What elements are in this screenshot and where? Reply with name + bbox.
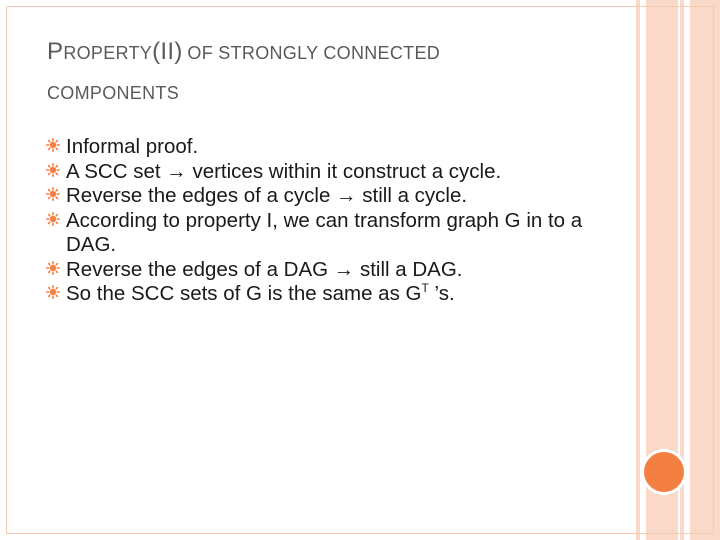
bullet-item (46, 135, 616, 160)
bullet-text: Informal proof. (66, 135, 199, 158)
bullet-item (46, 282, 616, 307)
bullet-text: A SCC set → vertices within it construct a cycle. (66, 159, 502, 183)
sun-bullet-icon (46, 212, 60, 226)
sun-bullet-icon (46, 163, 60, 177)
bullet-list (46, 135, 616, 307)
sun-bullet-icon (46, 187, 60, 201)
slide-title (47, 40, 607, 112)
transpose-superscript: T (421, 281, 429, 296)
title-lead-cap: P (47, 38, 64, 65)
bullet-item (46, 209, 616, 258)
bullet-text: According to property I, we can transform graph G in to a DAG. (66, 208, 583, 256)
bullet-item (46, 258, 616, 283)
title-line-1 (47, 40, 607, 68)
bullet-text-tail: ’s. (428, 282, 455, 305)
sun-bullet-icon (46, 138, 60, 152)
title-paren: (II) (152, 38, 183, 65)
bullet-text: Reverse the edges of a DAG → still a DAG. (66, 257, 463, 281)
bullet-item (46, 160, 616, 185)
decor-circle (641, 449, 687, 495)
bullet-text: Reverse the edges of a cycle → still a cycle. (66, 184, 468, 207)
bullet-text (66, 282, 455, 305)
sun-bullet-icon (46, 261, 60, 275)
bullet-item (46, 184, 616, 209)
title-rest: OF STRONGLY CONNECTED (187, 43, 441, 63)
title-lead-rest: ROPERTY (63, 43, 153, 63)
bullet-text-main: So the SCC sets of G is the same as G (66, 282, 422, 305)
title-line-2: COMPONENTS (47, 83, 180, 103)
decor-stripe (690, 0, 720, 540)
decor-stripe (636, 0, 640, 540)
sun-bullet-icon (46, 285, 60, 299)
